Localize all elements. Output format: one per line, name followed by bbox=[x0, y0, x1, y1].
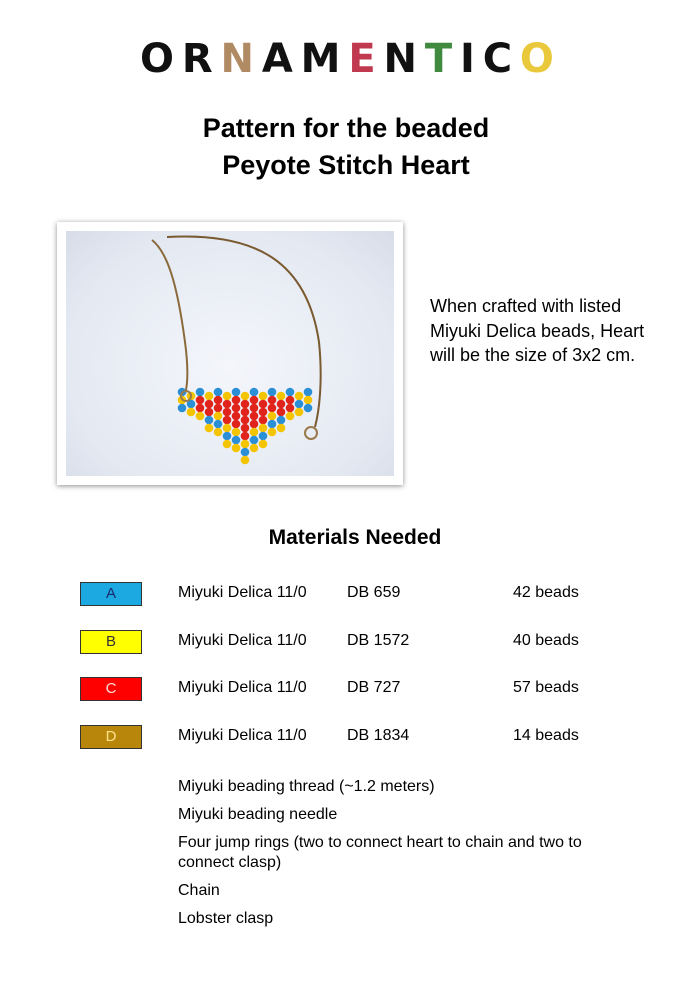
bead bbox=[223, 400, 232, 409]
bead bbox=[223, 392, 232, 401]
bead bbox=[241, 440, 250, 449]
bead bbox=[205, 416, 214, 425]
bead-number: DB 727 bbox=[347, 679, 401, 696]
bead bbox=[232, 428, 241, 437]
bead bbox=[268, 412, 277, 421]
logo-letter: M bbox=[300, 36, 342, 82]
logo-letter: N bbox=[383, 36, 418, 82]
bead bbox=[286, 412, 295, 421]
bead-row bbox=[80, 582, 600, 606]
bead bbox=[205, 424, 214, 433]
bead bbox=[268, 404, 277, 413]
bead bbox=[187, 408, 196, 417]
bead bbox=[250, 428, 259, 437]
bead-type: Miyuki Delica 11/0 bbox=[178, 584, 307, 601]
bead-type: Miyuki Delica 11/0 bbox=[178, 726, 307, 744]
bead bbox=[223, 424, 232, 433]
bead-count: 14 beads bbox=[513, 726, 579, 744]
bead bbox=[286, 396, 295, 405]
bead bbox=[223, 408, 232, 417]
material-item: Miyuki beading needle bbox=[178, 806, 338, 823]
color-swatch: C bbox=[80, 677, 142, 701]
bead bbox=[214, 428, 223, 437]
bead bbox=[268, 428, 277, 437]
color-swatch: D bbox=[80, 725, 142, 749]
bead bbox=[286, 388, 295, 397]
heart-pendant-photo bbox=[57, 222, 403, 485]
bead bbox=[250, 444, 259, 453]
page-title bbox=[0, 110, 692, 184]
bead bbox=[250, 436, 259, 445]
bead bbox=[232, 436, 241, 445]
bead bbox=[277, 400, 286, 409]
bead bbox=[241, 408, 250, 417]
logo-letter: R bbox=[181, 36, 214, 82]
color-swatch: B bbox=[80, 630, 142, 654]
logo-letter: I bbox=[459, 36, 476, 82]
bead bbox=[295, 400, 304, 409]
size-description: When crafted with listed Miyuki Delica beads, Heart will be the size of 3x2 cm. bbox=[430, 296, 645, 365]
bead bbox=[196, 404, 205, 413]
bead bbox=[250, 404, 259, 413]
bead-count: 57 beads bbox=[513, 679, 579, 696]
bead bbox=[232, 420, 241, 429]
bead bbox=[214, 420, 223, 429]
bead bbox=[214, 396, 223, 405]
other-materials-list bbox=[178, 777, 618, 937]
bead bbox=[214, 388, 223, 397]
bead bbox=[223, 416, 232, 425]
bead-row bbox=[80, 677, 600, 701]
bead bbox=[259, 432, 268, 441]
bead-number: DB 1834 bbox=[347, 726, 410, 744]
material-item: Miyuki beading thread (~1.2 meters) bbox=[178, 778, 435, 795]
bead bbox=[259, 408, 268, 417]
bead-number: DB 659 bbox=[347, 584, 401, 601]
bead bbox=[232, 404, 241, 413]
bead bbox=[259, 440, 268, 449]
bead bbox=[277, 416, 286, 425]
bead bbox=[268, 420, 277, 429]
bead bbox=[241, 392, 250, 401]
bead bbox=[277, 424, 286, 433]
bead-type: Miyuki Delica 11/0 bbox=[178, 631, 307, 649]
bead bbox=[223, 432, 232, 441]
logo-letter: N bbox=[220, 36, 255, 82]
title-line-1: Pattern for the beaded bbox=[202, 113, 490, 143]
bead-row bbox=[80, 630, 600, 654]
bead bbox=[232, 396, 241, 405]
material-item: Chain bbox=[178, 882, 220, 899]
logo-letter: O bbox=[140, 36, 176, 82]
bead bbox=[286, 404, 295, 413]
bead bbox=[241, 456, 250, 465]
bead bbox=[268, 396, 277, 405]
bead bbox=[295, 408, 304, 417]
bead-type: Miyuki Delica 11/0 bbox=[178, 679, 307, 696]
bead bbox=[250, 420, 259, 429]
bead bbox=[178, 404, 187, 413]
bead bbox=[205, 408, 214, 417]
bead bbox=[241, 400, 250, 409]
bead bbox=[304, 404, 313, 413]
logo-letter: E bbox=[348, 36, 377, 82]
material-item: Four jump rings (two to connect heart to chain and two to connect clasp) bbox=[178, 834, 582, 871]
logo-letter: C bbox=[482, 36, 514, 82]
materials-heading: Materials Needed bbox=[268, 526, 442, 549]
bead bbox=[205, 400, 214, 409]
bead-count: 42 beads bbox=[513, 584, 579, 601]
logo-letter: O bbox=[519, 36, 555, 82]
bead bbox=[250, 396, 259, 405]
logo-letter: A bbox=[261, 36, 294, 82]
bead bbox=[241, 416, 250, 425]
bead bbox=[196, 396, 205, 405]
bead bbox=[196, 412, 205, 421]
logo-letter: T bbox=[424, 36, 454, 82]
title-line-2: Peyote Stitch Heart bbox=[222, 150, 470, 180]
bead bbox=[205, 392, 214, 401]
bead bbox=[232, 388, 241, 397]
bead bbox=[241, 432, 250, 441]
bead-row bbox=[80, 725, 600, 749]
bead bbox=[232, 412, 241, 421]
bead bbox=[214, 404, 223, 413]
bead bbox=[223, 440, 232, 449]
bead bbox=[277, 408, 286, 417]
bead bbox=[241, 424, 250, 433]
bead bbox=[259, 400, 268, 409]
bead bbox=[259, 424, 268, 433]
bead-count: 40 beads bbox=[513, 631, 579, 649]
bead bbox=[196, 388, 205, 397]
bead bbox=[304, 388, 313, 397]
bead bbox=[241, 448, 250, 457]
bead-number: DB 1572 bbox=[347, 631, 410, 649]
ornamentico-logo bbox=[140, 34, 555, 84]
bead bbox=[259, 392, 268, 401]
material-item: Lobster clasp bbox=[178, 910, 274, 927]
color-swatch: A bbox=[80, 582, 142, 606]
bead bbox=[268, 388, 277, 397]
bead bbox=[232, 444, 241, 453]
bead bbox=[250, 412, 259, 421]
bead bbox=[214, 412, 223, 421]
bead bbox=[295, 392, 304, 401]
bead bbox=[250, 388, 259, 397]
bead bbox=[277, 392, 286, 401]
bead bbox=[259, 416, 268, 425]
bead bbox=[304, 396, 313, 405]
